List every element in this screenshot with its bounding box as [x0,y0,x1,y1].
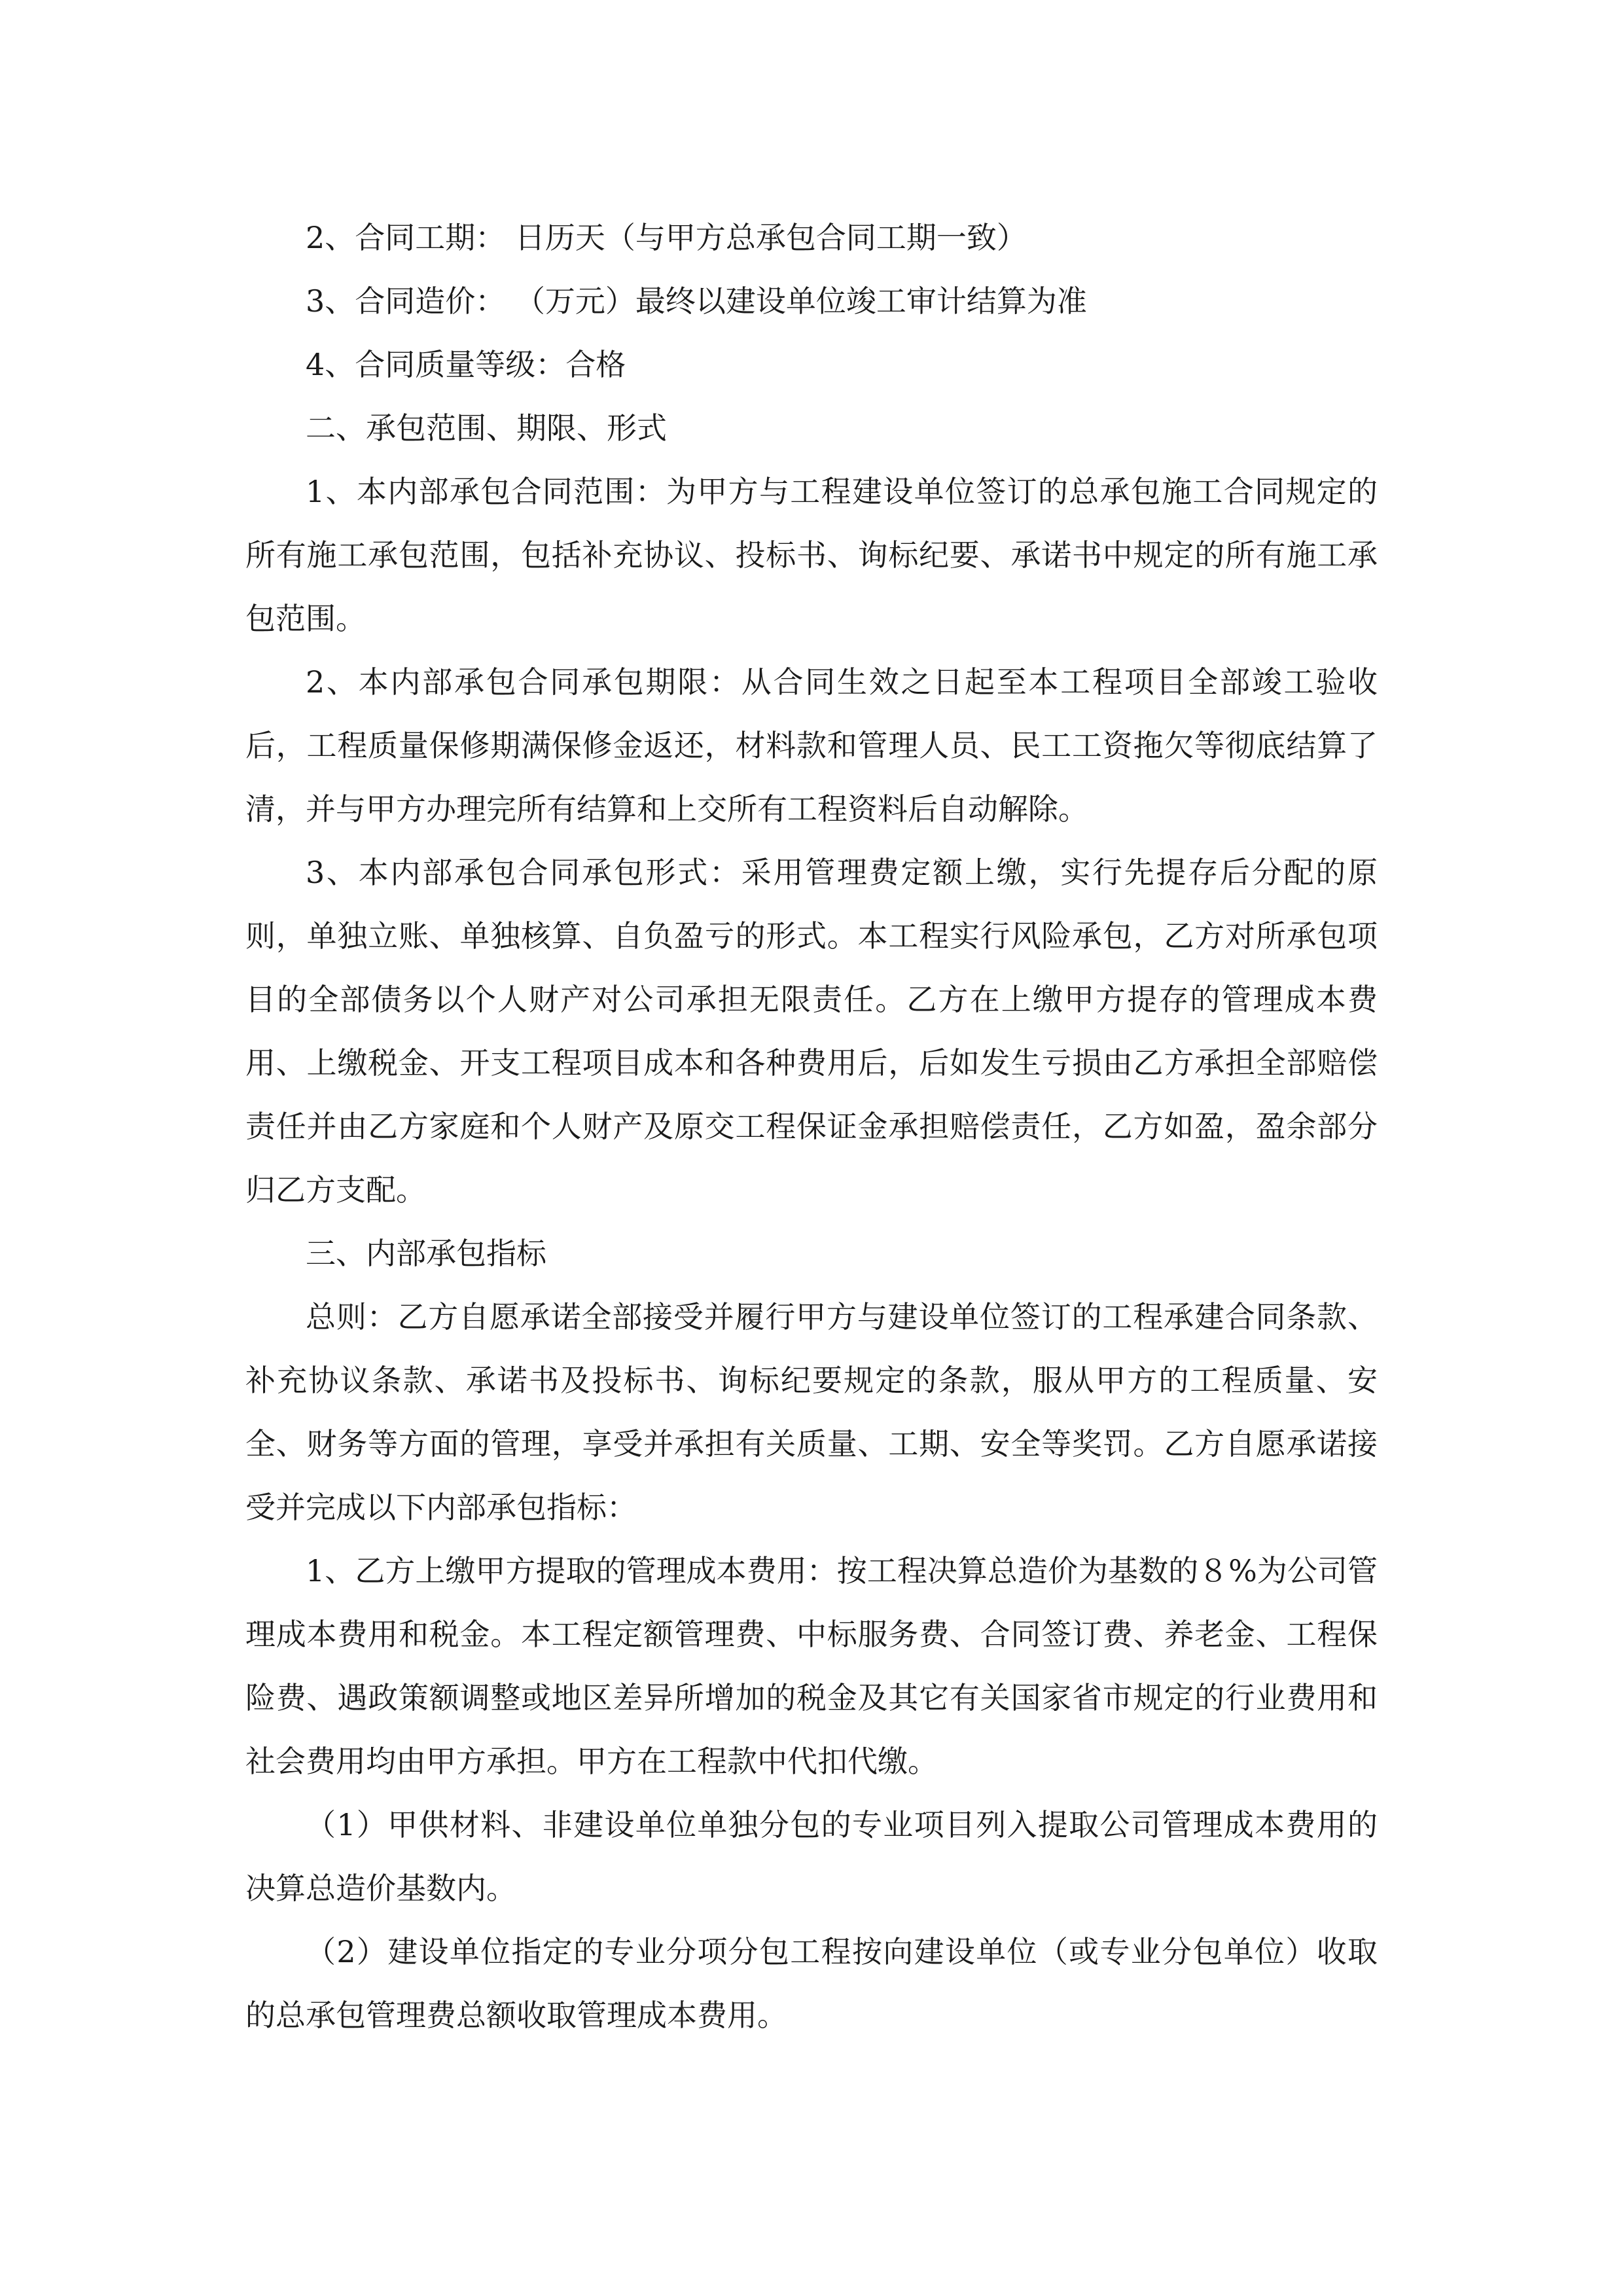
clause-scope: 1、本内部承包合同范围：为甲方与工程建设单位签订的总承包施工合同规定的所有施工承包范围，包括补充协议、投标书、询标纪要、承诺书中规定的所有施工承包范围。 [245,474,1378,636]
clause-contract-price: 3、合同造价： （万元）最终以建设单位竣工审计结算为准 [306,283,1087,319]
clause-term: 2、本内部承包合同承包期限：从合同生效之日起至本工程项目全部竣工验收后，工程质量保修期满保修金返还，材料款和管理人员、民工工资拖欠等彻底结算了清，并与甲方办理完所有结算和上交所有工程资料后自动解除。 [245,664,1378,827]
document-body [245,206,1378,2047]
clause-contract-period: 2、合同工期： 日历天（与甲方总承包合同工期一致） [306,220,1027,255]
clause-quality-grade: 4、合同质量等级：合格 [306,347,626,382]
clause-general-rule: 总则：乙方自愿承诺全部接受并履行甲方与建设单位签订的工程承建合同条款、补充协议条款、承诺书及投标书、询标纪要规定的条款，服从甲方的工程质量、安全、财务等方面的管理，享受并承担有关质量、工期、安全等奖罚。乙方自愿承诺接受并完成以下内部承包指标： [245,1299,1378,1525]
subclause-1: （1）甲供材料、非建设单位单独分包的专业项目列入提取公司管理成本费用的决算总造价基数内。 [245,1807,1378,1906]
clause-management-fee: 1、乙方上缴甲方提取的管理成本费用：按工程决算总造价为基数的８%为公司管理成本费用和税金。本工程定额管理费、中标服务费、合同签订费、养老金、工程保险费、遇政策额调整或地区差异所增加的税金及其它有关国家省市规定的行业费用和社会费用均由甲方承担。甲方在工程款中代扣代缴。 [245,1553,1378,1779]
section-heading-scope: 二、承包范围、期限、形式 [306,410,667,446]
clause-form: 3、本内部承包合同承包形式：采用管理费定额上缴，实行先提存后分配的原则，单独立账、单独核算、自负盈亏的形式。本工程实行风险承包，乙方对所承包项目的全部债务以个人财产对公司承担无限责任。乙方在上缴甲方提存的管理成本费用、上缴税金、开支工程项目成本和各种费用后，后如发生亏损由乙方承担全部赔偿责任并由乙方家庭和个人财产及原交工程保证金承担赔偿责任，乙方如盈，盈余部分归乙方支配。 [245,855,1378,1208]
section-heading-indicators: 三、内部承包指标 [306,1236,546,1271]
subclause-2: （2）建设单位指定的专业分项分包工程按向建设单位（或专业分包单位）收取的总承包管理费总额收取管理成本费用。 [245,1934,1378,2033]
